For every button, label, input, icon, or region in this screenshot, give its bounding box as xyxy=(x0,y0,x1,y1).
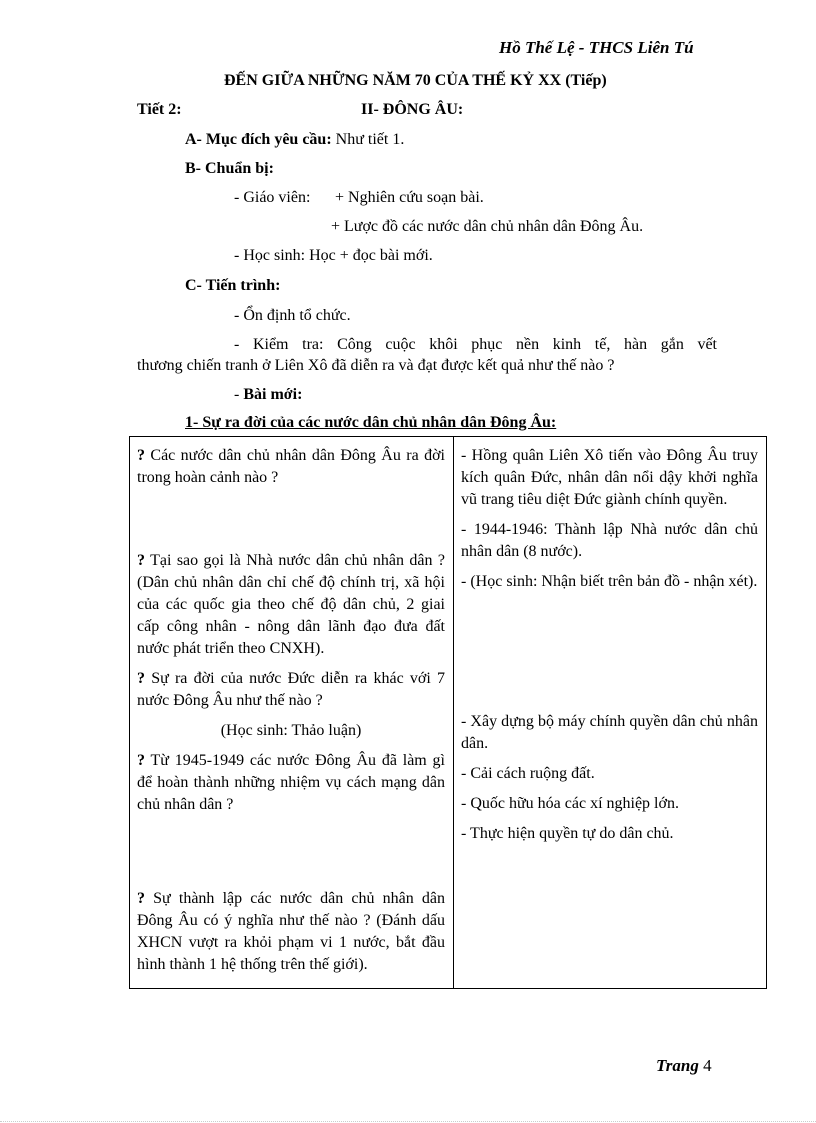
question-3-note: (Học sinh: Thảo luận) xyxy=(220,722,362,739)
answers-column xyxy=(454,437,767,989)
new-lesson-label: Bài mới: xyxy=(243,386,303,403)
prep-teacher-item-1: + Nghiên cứu soạn bài. xyxy=(335,189,484,206)
purpose-line xyxy=(185,131,404,149)
question-mark: ? xyxy=(137,752,145,769)
prep-teacher-label: - Giáo viên: xyxy=(234,189,311,206)
prep-student: - Học sinh: Học + đọc bài mới. xyxy=(234,247,433,264)
page-label: Trang xyxy=(656,1056,699,1075)
page-value: 4 xyxy=(703,1056,712,1075)
questions-column xyxy=(130,437,454,989)
lesson-period: Tiết 2: xyxy=(137,101,182,118)
question-1: ? Các nước dân chủ nhân dân Đông Âu ra đời trong hoàn cảnh nào ? xyxy=(137,447,445,486)
answer-6: - Quốc hữu hóa các xí nghiệp lớn. xyxy=(461,795,679,812)
question-mark: ? xyxy=(137,447,145,464)
purpose-label: A- Mục đích yêu cầu: xyxy=(185,131,332,148)
page-edge-divider xyxy=(0,1121,816,1122)
lesson-table xyxy=(129,436,767,989)
topic-heading: 1- Sự ra đời của các nước dân chủ nhân dân Đông Âu: xyxy=(185,414,557,431)
question-2: ? Tại sao gọi là Nhà nước dân chủ nhân dân ? (Dân chủ nhân dân chỉ chế độ chính trị, xã hội của các quốc gia theo chế độ dân chủ, 2 giai cấp công nhân - nông dân lãnh đạo đưa đất nước phát triển theo CNXH). xyxy=(137,552,445,657)
purpose-text: Như tiết 1. xyxy=(331,131,405,148)
question-4: ? Từ 1945-1949 các nước Đông Âu đã làm gì để hoàn thành những nhiệm vụ cách mạng dân chủ nhân dân ? xyxy=(137,752,445,813)
answer-3: - (Học sinh: Nhận biết trên bản đồ - nhận xét). xyxy=(461,573,758,590)
page-number xyxy=(656,1056,712,1076)
question-3: ? Sự ra đời của nước Đức diễn ra khác với 7 nước Đông Âu như thế nào ? xyxy=(137,670,445,709)
question-mark: ? xyxy=(137,670,145,687)
answer-1: - Hồng quân Liên Xô tiến vào Đông Âu truy kích quân Đức, nhân dân nổi dậy khởi nghĩa vũ trang tiêu diệt Đức giành chính quyền. xyxy=(461,447,758,508)
prep-label: B- Chuẩn bị: xyxy=(185,160,274,177)
question-mark: ? xyxy=(137,890,145,907)
process-check-line-1: - Kiểm tra: Công cuộc khôi phục nền kinh tế, hàn gắn vết xyxy=(234,336,717,353)
question-mark: ? xyxy=(137,552,145,569)
new-lesson-line xyxy=(234,386,302,404)
answer-5: - Cải cách ruộng đất. xyxy=(461,765,595,782)
table-row xyxy=(130,437,767,989)
header-author: Hồ Thế Lệ - THCS Liên Tú xyxy=(499,38,694,57)
page-title: ĐẾN GIỮA NHỮNG NĂM 70 CỦA THẾ KỶ XX (Tiếp) xyxy=(224,72,607,89)
process-check-line-2: thương chiến tranh ở Liên Xô đã diễn ra và đạt được kết quả như thế nào ? xyxy=(137,357,615,374)
answer-7: - Thực hiện quyền tự do dân chủ. xyxy=(461,825,674,842)
question-5: ? Sự thành lập các nước dân chủ nhân dân Đông Âu có ý nghĩa như thế nào ? (Đánh dấu XHCN vượt ra khỏi phạm vi 1 nước, bắt đầu hình thành 1 hệ thống trên thế giới). xyxy=(137,890,446,973)
section-heading: II- ĐÔNG ÂU: xyxy=(361,101,464,118)
answer-2: - 1944-1946: Thành lập Nhà nước dân chủ nhân dân (8 nước). xyxy=(461,521,758,560)
prep-teacher-item-2: + Lược đồ các nước dân chủ nhân dân Đông Âu. xyxy=(331,218,644,235)
process-label: C- Tiến trình: xyxy=(185,277,281,294)
process-stabilize: - Ổn định tổ chức. xyxy=(234,307,351,324)
answer-4: - Xây dựng bộ máy chính quyền dân chủ nhân dân. xyxy=(461,713,758,752)
new-lesson-prefix: - xyxy=(234,386,244,403)
